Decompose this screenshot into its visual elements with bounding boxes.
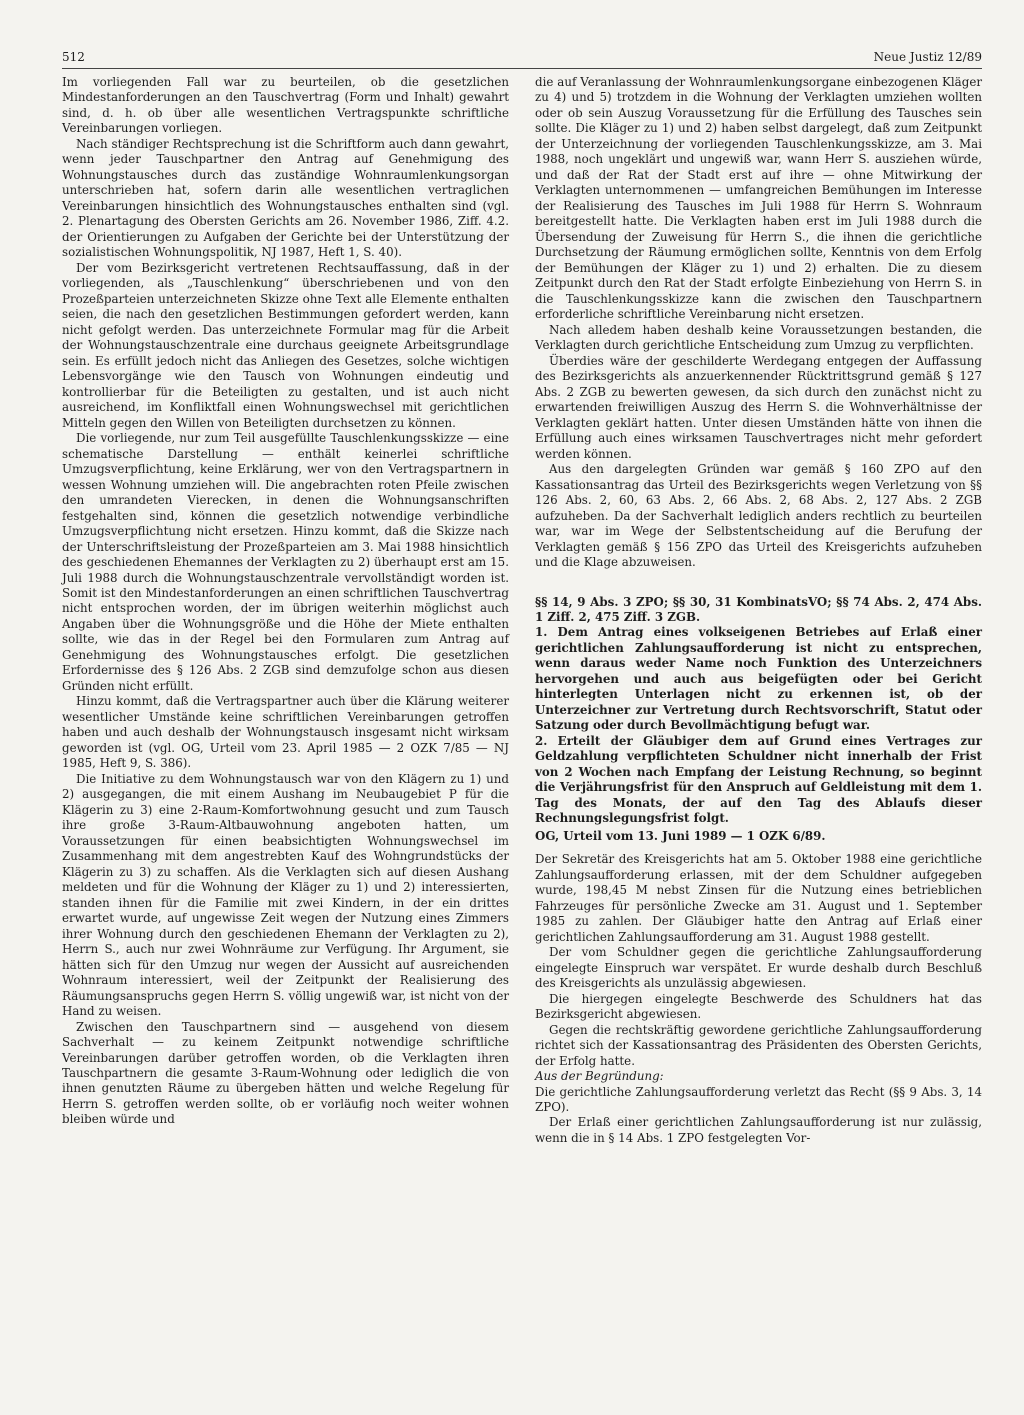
paragraph: die auf Veranlassung der Wohnraumlenkungsorgane einbezogenen Kläger zu 4) und 5) trotzdem in die Wohnung der Verklagten umziehen wollten oder ob sein Auszug Voraussetzung für die Erfüllung des Tausches sein sollte. Die Kläger zu 1) und 2) haben selbst dargelegt, daß zum Zeitpunkt der Unterzeichnung der vorliegenden Tauschlenkungsskizze, am 3. Mai 1988, noch ungeklärt und ungewiß war, wann Herr S. ausziehen würde, und daß der Rat der Stadt erst auf ihre — ohne Mitwirkung der Verklagten unternommenen — umfangreichen Bemühungen im Interesse der Realisierung des Tausches im Juli 1988 für Herrn S. Wohnraum bereitgestellt hatte. Die Verklagten haben erst im Juli 1988 durch die Übersendung der Zuweisung für Herrn S., die ihnen die gerichtliche Durchsetzung der Räumung ermöglichen sollte, Kenntnis von dem Erfolg der Bemühungen der Kläger zu 1) und 2) erhalten. Die zu diesem Zeitpunkt durch den Rat der Stadt erfolgte Einbeziehung von Herrn S. in die Tauschlenkungsskizze kann die zwischen den Tauschpartnern erforderliche schriftliche Vereinbarung nicht ersetzen.: [535, 75, 982, 322]
headnote: 1. Dem Antrag eines volkseigenen Betriebes auf Erlaß einer gerichtlichen Zahlungsaufforderung ist nicht zu entsprechen, wenn daraus weder Name noch Funktion des Unterzeichners hervorgehen und auch aus beigefügten oder bei Gericht hinterlegten Unterlagen nicht zu erkennen ist, ob der Unterzeichner zur Vertretung durch Rechtsvorschrift, Statut oder Satzung oder durch Bevollmächtigung befugt war.: [535, 625, 982, 733]
statute-heading: §§ 14, 9 Abs. 3 ZPO; §§ 30, 31 KombinatsVO; §§ 74 Abs. 2, 474 Abs. 1 Ziff. 2, 475 Ziff. 3 ZGB.: [535, 594, 982, 624]
paragraph: Nach alledem haben deshalb keine Voraussetzungen bestanden, die Verklagten durch gerichtliche Entscheidung zum Umzug zu verpflichten.: [535, 322, 982, 353]
paragraph: Der vom Schuldner gegen die gerichtliche Zahlungsaufforderung eingelegte Einspruch war verspätet. Er wurde deshalb durch Beschluß des Kreisgerichts als unzulässig abgewiesen.: [535, 945, 982, 991]
paragraph: Zwischen den Tauschpartnern sind — ausgehend von diesem Sachverhalt — zu keinem Zeitpunkt notwendige schriftliche Vereinbarungen darüber getroffen worden, ob die Verklagten ihren Tauschpartnern die gesamte 3-Raum-Wohnung oder lediglich die von ihnen genutzten Räume zu übergeben hätten und welche Regelung für Herrn S. getroffen werden sollte, ob er vorläufig noch weiter wohnen bleiben würde und: [62, 1019, 509, 1127]
section-gap: [535, 844, 982, 852]
headnote: 2. Erteilt der Gläubiger dem auf Grund eines Vertrages zur Geldzahlung verpflichteten Schuldner nicht innerhalb der Frist von 2 Wochen nach Empfang der Leistung Rechnung, so beginnt die Verjährungsfrist für den Anspruch auf Geldleistung mit dem 1. Tag des Monats, der auf den Tag des Ablaufs dieser Rechnungslegungsfrist folgt.: [535, 733, 982, 826]
paragraph: Die vorliegende, nur zum Teil ausgefüllte Tauschlenkungsskizze — eine schematische Darstellung — enthält keinerlei schriftliche Umzugsverpflichtung, keine Erklärung, wer von den Vertragspartnern in wessen Wohnung umziehen will. Die angebrachten roten Pfeile zwischen den umrandeten Vierecken, in denen die Wohnungsanschriften festgehalten sind, können die gesetzlich notwendige verbindliche Umzugsverpflichtung nicht ersetzen. Hinzu kommt, daß die Skizze nach der Unterschriftsleistung der Prozeßparteien am 3. Mai 1988 hinsichtlich des geschiedenen Ehemannes der Verklagten zu 2) überhaupt erst am 15. Juli 1988 durch die Wohnungstauschzentrale vervollständigt worden ist. Somit ist den Mindestanforderungen an einen schriftlichen Tauschvertrag nicht entsprochen worden, der im übrigen weiterhin möglichst auch Angaben über die Wohnungsgröße und die Höhe der Miete enthalten sollte, wie das in der Regel bei den Formularen zum Antrag auf Genehmigung des Wohnungstausches erfolgt. Die gesetzlichen Erfordernisse des § 126 Abs. 2 ZGB sind demzufolge schon aus diesen Gründen nicht erfüllt.: [62, 431, 509, 693]
left-column: [62, 75, 509, 1128]
journal-issue: Neue Justiz 12/89: [873, 50, 982, 64]
paragraph: Die gerichtliche Zahlungsaufforderung verletzt das Recht (§§ 9 Abs. 3, 14 ZPO).: [535, 1084, 982, 1114]
page-header: [62, 50, 982, 68]
paragraph: Hinzu kommt, daß die Vertragspartner auch über die Klärung weiterer wesentlicher Umstände keine schriftlichen Vereinbarungen getroffen haben und auch deshalb der Wohnungstausch insgesamt nicht wirksam geworden ist (vgl. OG, Urteil vom 23. April 1985 — 2 OZK 7/85 — NJ 1985, Heft 9, S. 386).: [62, 694, 509, 771]
paragraph: Der Erlaß einer gerichtlichen Zahlungsaufforderung ist nur zulässig, wenn die in § 14 Abs. 1 ZPO festgelegten Vor-: [535, 1115, 982, 1145]
paragraph: Der vom Bezirksgericht vertretenen Rechtsauffassung, daß in der vorliegenden, als „Tauschlenkung“ überschriebenen und von den Prozeßparteien unterzeichneten Skizze ohne Text alle Elemente enthalten seien, die nach den gesetzlichen Bestimmungen gefordert werden, kann nicht gefolgt werden. Das unterzeichnete Formular mag für die Arbeit der Wohnungstauschzentrale eine durchaus geeignete Arbeitsgrundlage sein. Es erfüllt jedoch nicht das Anliegen des Gesetzes, solche wichtigen Lebensvorgänge wie den Tausch von Wohnungen eindeutig und kontrollierbar für die Beteiligten zu gestalten, und ist auch nicht ausreichend, im Konfliktfall einen Wohnungswechsel mit gerichtlichen Mitteln gegen den Willen von Beteiligten durchsetzen zu können.: [62, 260, 509, 430]
paragraph: Nach ständiger Rechtsprechung ist die Schriftform auch dann gewahrt, wenn jeder Tauschpartner den Antrag auf Genehmigung des Wohnungstausches durch das zuständige Wohnraumlenkungsorgan unterschrieben hat, sofern darin alle wesentlichen vertraglichen Vereinbarungen hinsichtlich des Wohnungstausches enthalten sind (vgl. 2. Plenartagung des Obersten Gerichts am 26. November 1986, Ziff. 4.2. der Orientierungen zu Aufgaben der Gerichte bei der Unterstützung der sozialistischen Wohnungspolitik, NJ 1987, Heft 1, S. 40).: [62, 136, 509, 260]
paragraph: Die hiergegen eingelegte Beschwerde des Schuldners hat das Bezirksgericht abgewiesen.: [535, 991, 982, 1022]
page-number: 512: [62, 50, 85, 64]
right-column: [535, 75, 982, 1146]
paragraph: Der Sekretär des Kreisgerichts hat am 5. Oktober 1988 eine gerichtliche Zahlungsaufforderung erlassen, mit der dem Schuldner aufgegeben wurde, 198,45 M nebst Zinsen für die Nutzung eines betrieblichen Fahrzeuges für persönliche Zwecke am 31. August und 1. September 1985 zu zahlen. Der Gläubiger hatte den Antrag auf Erlaß einer gerichtlichen Zahlungsaufforderung am 31. August 1988 gestellt.: [535, 852, 982, 944]
paragraph: Überdies wäre der geschilderte Werdegang entgegen der Auffassung des Bezirksgerichts als anzuerkennender Rücktrittsgrund gemäß § 127 Abs. 2 ZGB zu bewerten gewesen, da sich durch den zunächst nicht zu erwartenden freiwilligen Auszug des Herrn S. die Wohnverhältnisse der Verklagten geklärt hatten. Unter diesen Umständen hätte von ihnen die Erfüllung auch eines wirksamen Tauschvertrages nicht mehr gefordert werden können.: [535, 353, 982, 461]
paragraph: Die Initiative zu dem Wohnungstausch war von den Klägern zu 1) und 2) ausgegangen, die mit einem Aushang im Neubaugebiet P für die Klägerin zu 3) eine 2-Raum-Komfortwohnung gesucht und zum Tausch ihre große 3-Raum-Altbauwohnung angeboten hatten, um Voraussetzungen für einen beabsichtigten Wohnungswechsel im Zusammenhang mit dem angestrebten Kauf des Wohngrundstücks der Klägerin zu 3) zu schaffen. Als die Verklagten sich auf diesen Aushang meldeten und für die Wohnung der Kläger zu 1) und 2) interessierten, standen ihnen für die Familie mit zwei Kindern, in der ein drittes erwartet wurde, auf ungewisse Zeit wegen der Nutzung eines Zimmers ihrer Wohnung durch den geschiedenen Ehemann der Verklagten zu 2), Herrn S., auch nur zwei Wohnräume zur Verfügung. Ihr Argument, sie hätten sich für den Umzug nur wegen der Aussicht auf ausreichenden Wohnraum interessiert, weil der Zeitpunkt der Realisierung des Räumungsanspruchs gegen Herrn S. völlig ungewiß war, ist nicht von der Hand zu weisen.: [62, 771, 509, 1019]
case-citation: OG, Urteil vom 13. Juni 1989 — 1 OZK 6/89.: [535, 828, 826, 843]
section-gap: [535, 571, 982, 595]
reasons-label: Aus der Begründung:: [535, 1069, 664, 1084]
paragraph: Gegen die rechtskräftig gewordene gerichtliche Zahlungsaufforderung richtet sich der Kassationsantrag des Präsidenten des Obersten Gerichts, der Erfolg hatte.: [535, 1022, 982, 1068]
paragraph: Im vorliegenden Fall war zu beurteilen, ob die gesetzlichen Mindestanforderungen an den Tauschvertrag (Form und Inhalt) gewahrt sind, d. h. ob über alle wesentlichen Vertragspunkte schriftliche Vereinbarungen vorliegen.: [62, 75, 509, 136]
header-rule: [62, 68, 982, 69]
paragraph: Aus den dargelegten Gründen war gemäß § 160 ZPO auf den Kassationsantrag das Urteil des Bezirksgerichts wegen Verletzung von §§ 126 Abs. 2, 60, 63 Abs. 2, 66 Abs. 2, 68 Abs. 2, 127 Abs. 2 ZGB aufzuheben. Da der Sachverhalt lediglich anders rechtlich zu beurteilen war, war im Wege der Selbstentscheidung auf die Berufung der Verklagten gemäß § 156 ZPO das Urteil des Kreisgerichts aufzuheben und die Klage abzuweisen.: [535, 462, 982, 570]
